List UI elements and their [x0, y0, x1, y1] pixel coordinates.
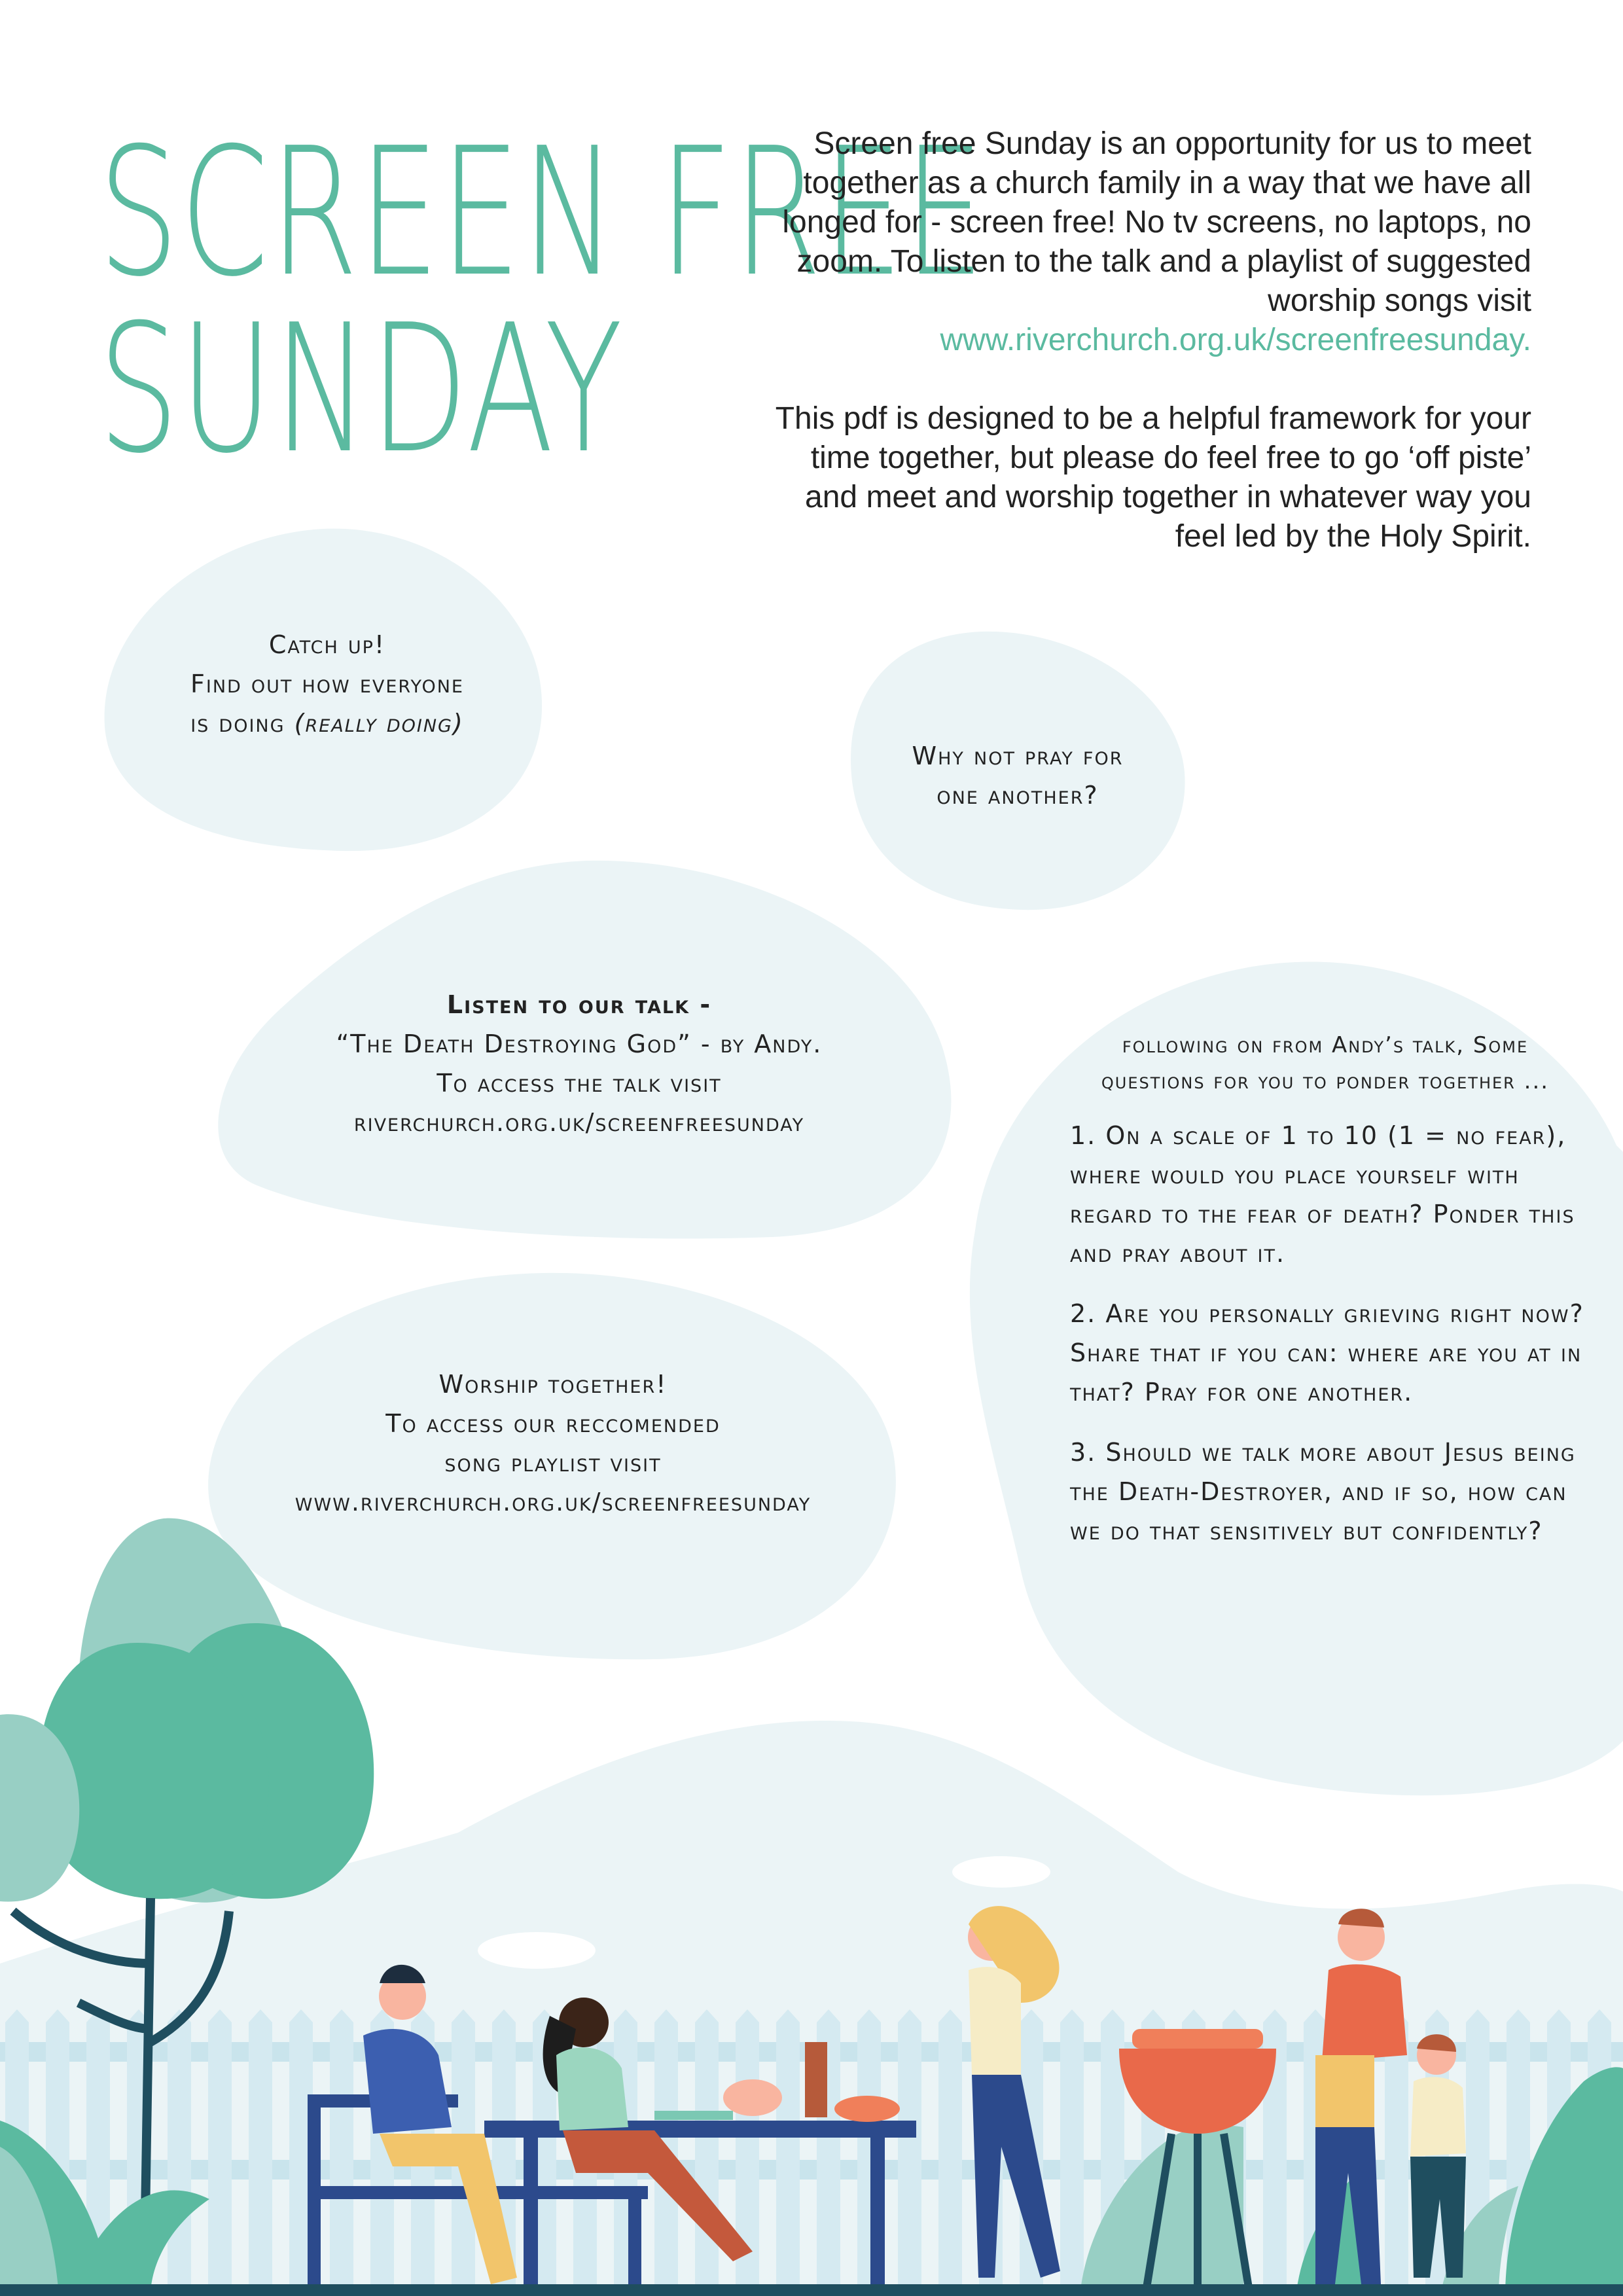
- pray-line-1: Why not pray for: [912, 742, 1124, 770]
- title-line-1: SCREEN FREE: [98, 109, 986, 315]
- talk-heading: [249, 985, 910, 1024]
- intro-text: [759, 124, 1531, 596]
- question-1: 1. On a scale of 1 to 10 (1 = no fear), where would you place yourself with regard to the fear of death? Ponder this and pray about it.: [1070, 1121, 1575, 1268]
- fence-picket: [938, 2009, 962, 2284]
- intro-paragraph-2: This pdf is designed to be a helpful framework for your time together, but please do feel free to go ‘off piste’ and meet and worship together in whatever way you feel led by the Holy Spirit.: [775, 401, 1531, 554]
- fence-picket: [898, 2009, 921, 2284]
- catchup-line-3: [118, 704, 537, 743]
- fence-picket: [1060, 2009, 1084, 2284]
- fence-picket: [249, 2009, 272, 2284]
- intro-paragraph-1-text: Screen free Sunday is an opportunity for us to meet together as a church family in a way that we have all longed for - screen free! No tv screens, no laptops, no zoom. To listen to the talk and a playlist of suggested worship songs visit: [782, 126, 1531, 318]
- catchup-line-3-text: is doing: [190, 709, 285, 738]
- fence-picket: [168, 2009, 191, 2284]
- talk-line-3: To access the talk visit: [437, 1069, 722, 1098]
- worship-text: [223, 1365, 883, 1522]
- question-2: 2. Are you personally grieving right now? Share that if you can: where are you at in that? Pray for one another.: [1070, 1299, 1584, 1407]
- catchup-line-2: Find out how everyone: [190, 670, 464, 698]
- talk-heading-text: Listen to our talk -: [446, 990, 712, 1019]
- title-line-2: SUNDAY: [98, 286, 624, 492]
- talk-line-2: “The Death Destroying God” - by Andy.: [336, 1030, 823, 1058]
- page-title: [98, 109, 986, 492]
- talk-link[interactable]: riverchurch.org.uk/screenfreesunday: [353, 1108, 805, 1137]
- worship-line-2: To access our reccomended: [385, 1409, 721, 1438]
- fence-picket: [330, 2009, 353, 2284]
- fence-picket: [208, 2009, 232, 2284]
- worship-link[interactable]: www.riverchurch.org.uk/screenfreesunday: [294, 1488, 812, 1516]
- questions-intro: following on from Andy’s talk, Some questions for you to ponder together ...: [1101, 1032, 1550, 1094]
- pray-text: [851, 736, 1185, 815]
- pray-line-2: one another?: [936, 781, 1099, 810]
- discussion-questions: [1070, 1028, 1607, 1571]
- catchup-line-1: Catch up!: [268, 630, 386, 659]
- question-3: 3. Should we talk more about Jesus being the Death-Destroyer, and if so, how can we do that sensitively but confidently?: [1070, 1438, 1576, 1545]
- intro-link[interactable]: www.riverchurch.org.uk/screenfreesunday.: [940, 323, 1531, 357]
- intro-paragraph-1: [759, 124, 1531, 360]
- worship-line-1: Worship together!: [438, 1370, 668, 1399]
- catchup-text: [118, 625, 537, 743]
- catchup-line-3-emphasis: (really doing): [294, 709, 464, 738]
- fence-picket: [776, 2009, 800, 2284]
- worship-line-3: song playlist visit: [444, 1448, 662, 1477]
- fence-picket: [695, 2009, 719, 2284]
- talk-text: [249, 985, 910, 1142]
